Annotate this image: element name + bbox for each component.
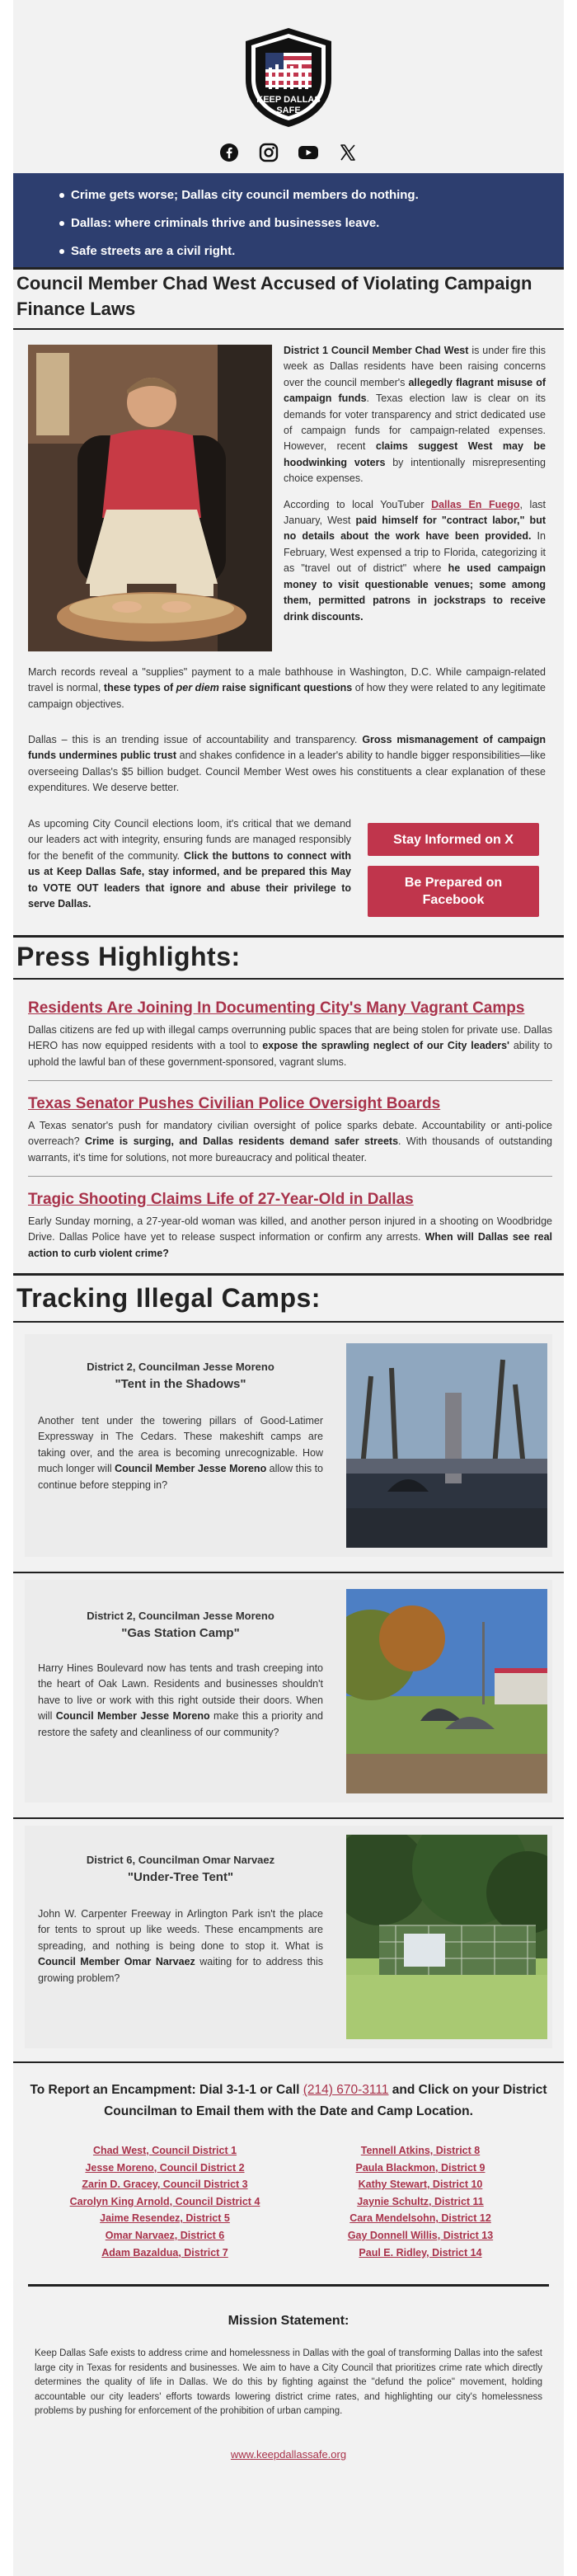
press-item-body: Early Sunday morning, a 27-year-old woman was killed, and another person injured in a shooting on Woodbridge Drive. Dallas Police have yet to release suspect information or confirm any arrests. When will Dallas see real action to curb violent crime? (28, 1215, 553, 1259)
article-paragraph: March records reveal a "supplies" payment to a male bathhouse in Washington, D.C. While campaign-related travel is normal, these types of per diem raise significant questions of how they were related to any legitimate campaign objectives. (28, 666, 547, 710)
dallas-en-fuego-link[interactable]: Dallas En Fuego (431, 498, 520, 510)
report-phone-link[interactable]: (214) 670-3111 (303, 2083, 389, 2097)
council-link[interactable]: Adam Bazaldua, District 7 (101, 2246, 228, 2259)
council-link[interactable]: Paula Blackmon, District 9 (355, 2161, 486, 2174)
camp-photo (346, 1589, 547, 1793)
social-links (0, 142, 577, 167)
press-item-title[interactable]: Residents Are Joining In Documenting City's Many Vagrant Camps (28, 999, 525, 1017)
camp-photo (346, 1835, 547, 2039)
camp-description: Harry Hines Boulevard now has tents and trash creeping into the heart of Oak Lawn. Residents and businesses shouldn't have to live or work with this right outside their doors. When will Council Member Jesse Moreno make this a priority and restore the safety and cleanliness of our community? (38, 1662, 323, 1738)
tagline-banner (13, 173, 564, 267)
divider (13, 1817, 564, 1819)
council-link[interactable]: Chad West, Council District 1 (92, 2145, 237, 2156)
council-link[interactable]: Gay Donnell Willis, District 13 (347, 2229, 494, 2241)
divider (28, 2284, 549, 2287)
divider (13, 978, 564, 980)
camp-photo (346, 1343, 547, 1548)
divider (13, 267, 564, 270)
logo[interactable] (0, 25, 577, 132)
article-paragraph: According to local YouTuber Dallas En Fuego, last January, West paid himself for "contract labor," but no details about the work have been provided. In February, West expensed a trip to Florida, categorizing it as "travel out of district" where he used campaign money to visit questionable venues; some among them, permitted patrons in jockstraps to receive drink discounts. (284, 498, 546, 623)
divider (13, 2061, 564, 2063)
report-instructions: To Report an Encampment: Dial 3-1-1 or Call (214) 670-3111 and Click on your District Councilman to Email them with the Date and Camp Location. (30, 2083, 547, 2118)
svg-text:SAFE: SAFE (276, 106, 301, 115)
council-link[interactable]: Jaime Resendez, District 5 (100, 2212, 230, 2225)
camp-district: District 2, Councilman Jesse Moreno (87, 1361, 274, 1373)
press-item-body: A Texas senator's push for mandatory civilian oversight of police sparks debate. Accountability or anti-police overreach? Crime is surging, and Dallas residents demand safer streets. With thousands of outstanding warrants, it's time for solutions, not more bureaucracy and political theater. (28, 1120, 552, 1163)
council-link[interactable]: Cara Mendelsohn, District 12 (349, 2212, 491, 2225)
council-link[interactable]: Jaynie Schultz, District 11 (357, 2195, 484, 2207)
article-cta-text: As upcoming City Council elections loom, it's critical that we demand our leaders act with integrity, ensuring funds are managed responsibly for the benefit of the community. Click the buttons to connect with us at Keep Dallas Safe, stay informed, and be prepared this May to VOTE OUT leaders that ignore and abuse their privilege to serve Dallas. (28, 818, 351, 910)
divider (13, 1321, 564, 1323)
camp-description: John W. Carpenter Freeway in Arlington Park isn't the place for tents to sprout up like weeds. These encampments are spreading, and nothing is being done to stop it. What is Council Member Omar Narvaez waiting for to address this growing problem? (38, 1908, 323, 1984)
divider (13, 1273, 564, 1276)
camp-description: Another tent under the towering pillars of Good-Latimer Expressway in The Cedars. These makeshift camps are taking over, and the area is becoming unrecognizable. How much longer will Council Member Jesse Moreno allow this to continue before stepping in? (38, 1415, 323, 1491)
press-item-body: Dallas citizens are fed up with illegal camps overrunning public spaces that are being stolen for private use. Dallas HERO has now equipped residents with a tool to expose the sprawling neglect of our City leaders' ability to uphold the lawful ban of these government-sponsored, vagrant slums. (28, 1024, 552, 1068)
article-paragraph: District 1 Council Member Chad West is under fire this week as Dallas residents have been raising concerns over the council member's allegedly flagrant misuse of campaign funds. Texas election law is clear on its demands for voter transparency and strict dedicated use of campaign funds for campaign-related expenses. However, recent claims suggest West may be hoodwinking voters by intentionally misrepresenting choice expenses. (284, 345, 547, 485)
mission-title: Mission Statement: (228, 2314, 349, 2328)
divider (13, 935, 564, 938)
website-link[interactable]: www.keepdallassafe.org (230, 2448, 347, 2461)
camp-district: District 6, Councilman Omar Narvaez (86, 1854, 275, 1866)
article-photo (28, 345, 272, 651)
council-link[interactable]: Paul E. Ridley, District 14 (359, 2246, 482, 2259)
divider (28, 1176, 552, 1177)
council-link[interactable]: Omar Narvaez, District 6 (105, 2229, 225, 2241)
council-link[interactable]: Zarin D. Gracey, Council District 3 (82, 2179, 248, 2191)
camp-name: "Gas Station Camp" (121, 1626, 240, 1640)
camp-name: "Tent in the Shadows" (115, 1377, 246, 1391)
press-item-title[interactable]: Tragic Shooting Claims Life of 27-Year-Old in Dallas (28, 1191, 414, 1208)
council-list-right (313, 2142, 528, 2261)
x-icon[interactable] (337, 142, 359, 163)
camp-name: "Under-Tree Tent" (127, 1870, 234, 1884)
council-link[interactable]: Carolyn King Arnold, Council District 4 (69, 2195, 260, 2207)
camps-heading: Tracking Illegal Camps: (16, 1283, 321, 1313)
camp-card (25, 1334, 552, 1557)
divider (13, 1572, 564, 1573)
camp-district: District 2, Councilman Jesse Moreno (87, 1610, 274, 1622)
council-link[interactable]: Jesse Moreno, Council District 2 (85, 2161, 245, 2174)
youtube-icon[interactable] (298, 142, 319, 163)
svg-text:KEEP DALLAS: KEEP DALLAS (256, 95, 321, 105)
instagram-icon[interactable] (258, 142, 279, 163)
press-heading: Press Highlights: (16, 942, 241, 971)
press-item-title[interactable]: Texas Senator Pushes Civilian Police Oversight Boards (28, 1095, 441, 1112)
facebook-button[interactable]: Be Prepared on Facebook (368, 866, 539, 917)
camp-card (25, 1580, 552, 1803)
article-paragraph: Dallas – this is an trending issue of accountability and transparency. Gross mismanagement of campaign funds undermines public trust and shakes confidence in a leader's ability to handle bigger responsibilities—like overseeing Dallas's $5 billion budget. Council Member West owes his constituents a clear explanation of these expenditures. We deserve better. (28, 734, 546, 794)
banner-item: Dallas: where criminals thrive and businesses leave. (59, 209, 564, 237)
council-link[interactable]: Tennell Atkins, District 8 (360, 2145, 481, 2156)
stay-informed-x-button[interactable]: Stay Informed on X (368, 823, 539, 856)
council-list-left (58, 2142, 272, 2261)
divider (28, 1080, 552, 1081)
mission-body: Keep Dallas Safe exists to address crime and homelessness in Dallas with the goal of transforming Dallas into the safest large city in Texas for residents and businesses. We aim to have a City Council that prioritizes crime rate which directly determines the quality of life in Dallas. We do this by fighting against the "defund the police" movement, holding accountable our city leaders' efforts towards lowering district crime rates, and highlighting our city's homelessness problems by pushing for enforcement of the prohibition of urban camping. (35, 2348, 542, 2417)
facebook-icon[interactable] (218, 142, 240, 163)
divider (13, 328, 564, 330)
shield-logo-icon (239, 25, 338, 130)
banner-item: Safe streets are a civil right. (59, 237, 564, 266)
article-title: Council Member Chad West Accused of Violating Campaign Finance Laws (16, 273, 532, 319)
article-intro (284, 343, 546, 625)
banner-item: Crime gets worse; Dallas city council members do nothing. (59, 181, 564, 209)
council-link[interactable]: Kathy Stewart, District 10 (358, 2179, 483, 2191)
camp-card (25, 1826, 552, 2048)
